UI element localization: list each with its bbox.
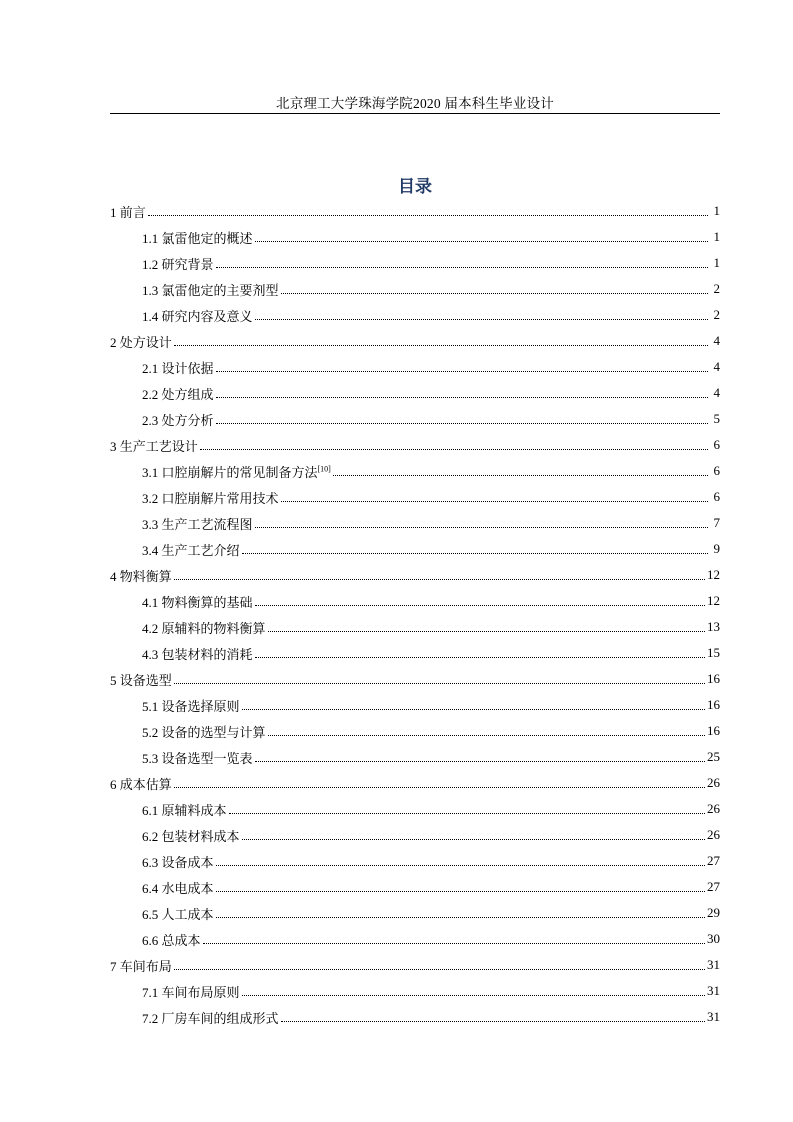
toc-entry-page-number: 15 (707, 645, 720, 660)
toc-entry-page-number: 31 (707, 957, 720, 972)
toc-entry-text: 6.5 人工成本 (142, 906, 214, 922)
dot-leader (333, 475, 708, 476)
toc-entry-title (110, 332, 172, 351)
toc-entry-text: 5.1 设备选择原则 (142, 698, 240, 714)
dot-leader (255, 657, 705, 658)
toc-entry-title (142, 852, 214, 871)
dot-leader (242, 709, 705, 710)
dot-leader (148, 215, 708, 216)
toc-entry-text: 6 成本估算 (110, 776, 172, 792)
toc-entry-text: 4.3 包装材料的消耗 (142, 646, 253, 662)
toc-entry[interactable] (110, 900, 720, 926)
toc-entry-text: 3.2 口腔崩解片常用技术 (142, 490, 279, 506)
toc-entry-text: 2.3 处方分析 (142, 412, 214, 428)
toc-entry[interactable] (110, 406, 720, 432)
dot-leader (268, 735, 705, 736)
toc-entry-text: 1.1 氯雷他定的概述 (142, 230, 253, 246)
toc-entry-text: 6.2 包装材料成本 (142, 828, 240, 844)
toc-entry-text: 2.2 处方组成 (142, 386, 214, 402)
toc-entry-title (142, 306, 253, 325)
toc-entry[interactable] (110, 1004, 720, 1030)
toc-entry-page-number: 31 (707, 983, 720, 998)
toc-entry-title (142, 488, 279, 507)
toc-entry[interactable] (110, 588, 720, 614)
dot-leader (281, 293, 708, 294)
toc-entry[interactable] (110, 432, 720, 458)
dot-leader (255, 761, 705, 762)
toc-entry[interactable] (110, 198, 720, 224)
dot-leader (174, 969, 705, 970)
dot-leader (174, 787, 705, 788)
toc-entry-text: 1 前言 (110, 204, 146, 220)
toc-entry-title (142, 358, 214, 377)
toc-entry-page-number: 26 (707, 801, 720, 816)
dot-leader (216, 267, 708, 268)
toc-entry-text: 1.2 研究背景 (142, 256, 214, 272)
toc-entry[interactable] (110, 484, 720, 510)
dot-leader (174, 345, 708, 346)
toc-entry-text: 4 物料衡算 (110, 568, 172, 584)
toc-entry-page-number: 12 (707, 567, 720, 582)
toc-entry-text: 1.4 研究内容及意义 (142, 308, 253, 324)
toc-entry-page-number: 9 (713, 541, 720, 556)
toc-entry[interactable] (110, 978, 720, 1004)
toc-entry-title (142, 800, 227, 819)
toc-entry-text: 3 生产工艺设计 (110, 438, 198, 454)
toc-entry-text: 6.6 总成本 (142, 932, 201, 948)
toc-entry[interactable] (110, 822, 720, 848)
toc-entry[interactable] (110, 952, 720, 978)
toc-entry-text: 7.1 车间布局原则 (142, 984, 240, 1000)
toc-entry[interactable] (110, 276, 720, 302)
toc-entry-text: 7.2 厂房车间的组成形式 (142, 1010, 279, 1026)
dot-leader (281, 1021, 705, 1022)
toc-entry-title (142, 904, 214, 923)
toc-entry-title (142, 1008, 279, 1027)
toc-entry-page-number: 6 (713, 489, 720, 504)
toc-entry-page-number: 29 (707, 905, 720, 920)
toc-entry-page-number: 13 (707, 619, 720, 634)
toc-entry-title (142, 540, 240, 559)
toc-entry-text: 7 车间布局 (110, 958, 172, 974)
dot-leader (200, 449, 708, 450)
toc-entry-page-number: 26 (707, 775, 720, 790)
toc-entry-title (142, 696, 240, 715)
toc-entry-text: 5 设备选型 (110, 672, 172, 688)
toc-entry-title (110, 956, 172, 975)
toc-entry-text: 2.1 设计依据 (142, 360, 214, 376)
toc-entry-title (142, 462, 331, 481)
dot-leader (216, 865, 705, 866)
dot-leader (216, 423, 708, 424)
toc-entry[interactable] (110, 458, 720, 484)
toc-entry-page-number: 5 (713, 411, 720, 426)
toc-entry-page-number: 4 (713, 385, 720, 400)
dot-leader (174, 683, 705, 684)
toc-title: 目录 (398, 177, 432, 197)
table-of-contents (110, 198, 720, 1030)
toc-entry[interactable] (110, 718, 720, 744)
toc-entry-title (142, 722, 266, 741)
toc-entry-title (142, 826, 240, 845)
header-rule (110, 113, 720, 114)
toc-entry[interactable] (110, 354, 720, 380)
toc-entry-page-number: 4 (713, 333, 720, 348)
toc-entry-title (110, 774, 172, 793)
toc-entry-page-number: 7 (713, 515, 720, 530)
toc-entry-page-number: 6 (713, 437, 720, 452)
toc-entry-title (110, 670, 172, 689)
toc-entry-page-number: 30 (707, 931, 720, 946)
toc-entry[interactable] (110, 614, 720, 640)
dot-leader (216, 917, 705, 918)
toc-entry-title (142, 384, 214, 403)
dot-leader (203, 943, 705, 944)
toc-entry-page-number: 4 (713, 359, 720, 374)
toc-entry-page-number: 2 (713, 281, 720, 296)
dot-leader (229, 813, 705, 814)
dot-leader (242, 995, 705, 996)
dot-leader (281, 501, 708, 502)
dot-leader (255, 605, 705, 606)
toc-entry-title (110, 202, 146, 221)
citation-superscript: [10] (317, 464, 331, 474)
toc-entry[interactable] (110, 328, 720, 354)
dot-leader (242, 839, 705, 840)
toc-entry[interactable] (110, 536, 720, 562)
toc-entry-title (142, 228, 253, 247)
dot-leader (255, 527, 708, 528)
toc-entry-title (142, 982, 240, 1001)
toc-entry[interactable] (110, 224, 720, 250)
toc-entry-title (142, 280, 279, 299)
toc-entry[interactable] (110, 250, 720, 276)
toc-entry-text: 6.4 水电成本 (142, 880, 214, 896)
toc-entry-text: 6.3 设备成本 (142, 854, 214, 870)
dot-leader (268, 631, 705, 632)
dot-leader (216, 371, 708, 372)
toc-entry-page-number: 27 (707, 879, 720, 894)
toc-entry-title (142, 878, 214, 897)
toc-entry-page-number: 2 (713, 307, 720, 322)
toc-entry[interactable] (110, 770, 720, 796)
dot-leader (216, 891, 705, 892)
dot-leader (242, 553, 708, 554)
toc-entry-text: 5.2 设备的选型与计算 (142, 724, 266, 740)
toc-entry-text: 5.3 设备选型一览表 (142, 750, 253, 766)
toc-entry-title (142, 748, 253, 767)
toc-entry-title (142, 618, 266, 637)
page-header: 北京理工大学珠海学院2020 届本科生毕业设计 (276, 96, 554, 111)
toc-entry-title (110, 566, 172, 585)
toc-entry[interactable] (110, 640, 720, 666)
toc-entry[interactable] (110, 796, 720, 822)
toc-entry-title (142, 592, 253, 611)
toc-entry[interactable] (110, 380, 720, 406)
toc-entry-title (142, 930, 201, 949)
toc-entry-text: 2 处方设计 (110, 334, 172, 350)
toc-entry-page-number: 16 (707, 723, 720, 738)
toc-entry-text: 4.1 物料衡算的基础 (142, 594, 253, 610)
toc-entry-page-number: 12 (707, 593, 720, 608)
toc-entry[interactable] (110, 874, 720, 900)
toc-entry[interactable] (110, 666, 720, 692)
toc-entry-title (110, 436, 198, 455)
toc-entry-title (142, 254, 214, 273)
toc-entry-title (142, 514, 253, 533)
toc-entry-title (142, 410, 214, 429)
toc-entry-text: 1.3 氯雷他定的主要剂型 (142, 282, 279, 298)
toc-entry-page-number: 27 (707, 853, 720, 868)
dot-leader (255, 241, 708, 242)
toc-entry-page-number: 6 (713, 463, 720, 478)
toc-entry-text: 3.1 口腔崩解片的常见制备方法 (142, 464, 318, 480)
toc-entry-text: 6.1 原辅料成本 (142, 802, 227, 818)
dot-leader (174, 579, 705, 580)
dot-leader (255, 319, 708, 320)
toc-entry-text: 3.3 生产工艺流程图 (142, 516, 253, 532)
toc-entry[interactable] (110, 744, 720, 770)
dot-leader (216, 397, 708, 398)
toc-entry-page-number: 16 (707, 671, 720, 686)
toc-entry-page-number: 1 (713, 203, 720, 218)
toc-entry-page-number: 26 (707, 827, 720, 842)
toc-entry-title (142, 644, 253, 663)
toc-entry-page-number: 1 (713, 255, 720, 270)
toc-entry[interactable] (110, 562, 720, 588)
toc-entry-page-number: 25 (707, 749, 720, 764)
toc-entry[interactable] (110, 510, 720, 536)
toc-entry[interactable] (110, 926, 720, 952)
toc-entry-page-number: 31 (707, 1009, 720, 1024)
toc-entry[interactable] (110, 848, 720, 874)
toc-entry-text: 3.4 生产工艺介绍 (142, 542, 240, 558)
toc-entry[interactable] (110, 692, 720, 718)
toc-entry[interactable] (110, 302, 720, 328)
toc-entry-page-number: 16 (707, 697, 720, 712)
toc-entry-text: 4.2 原辅料的物料衡算 (142, 620, 266, 636)
toc-entry-page-number: 1 (713, 229, 720, 244)
